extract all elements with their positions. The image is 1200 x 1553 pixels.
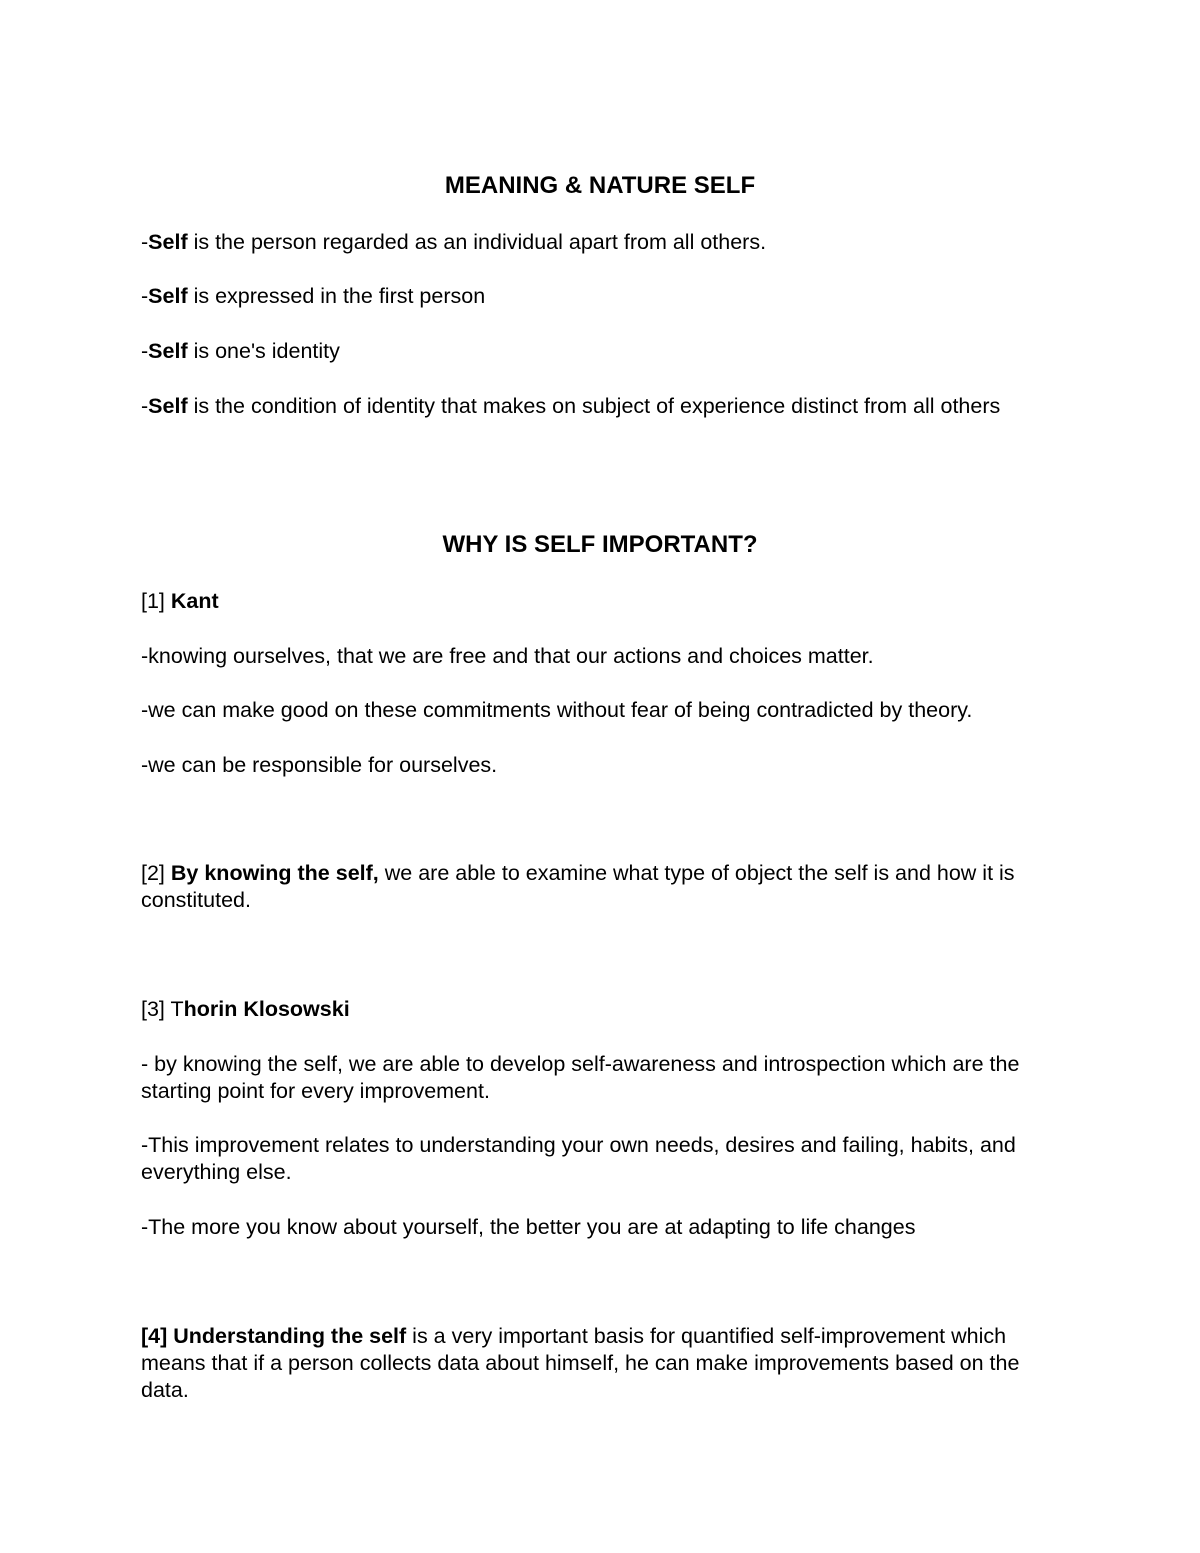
item-1-point-1: -knowing ourselves, that we are free and that our actions and choices matter. [141, 644, 874, 668]
definition-line-3: -Self is one's identity [141, 339, 340, 363]
item-1-heading: [1] Kant [141, 589, 219, 613]
item-2-paragraph: [2] By knowing the self, we are able to examine what type of object the self is and how it is constituted. [141, 861, 1015, 912]
item-3-point-2: -This improvement relates to understanding your own needs, desires and failing, habits, and everything else. [141, 1133, 1016, 1184]
item-1-point-3: -we can be responsible for ourselves. [141, 753, 498, 777]
item-1-point-2: -we can make good on these commitments without fear of being contradicted by theory. [141, 698, 973, 722]
section-title-why-important: WHY IS SELF IMPORTANT? [442, 531, 758, 558]
item-3-point-1: - by knowing the self, we are able to develop self-awareness and introspection which are the starting point for every improvement. [141, 1052, 1020, 1103]
item-3-heading: [3] Thorin Klosowski [141, 997, 350, 1021]
section-title-meaning-nature: MEANING & NATURE SELF [444, 172, 756, 199]
item-3-point-3: -The more you know about yourself, the better you are at adapting to life changes [141, 1215, 916, 1239]
item-4-paragraph: [4] Understanding the self is a very important basis for quantified self-improvement which means that if a person collects data about himself, he can make improvements based on the data. [141, 1324, 1020, 1402]
definition-line-1: -Self is the person regarded as an individual apart from all others. [141, 230, 767, 254]
definition-line-2: -Self is expressed in the first person [141, 284, 486, 308]
definition-line-4: -Self is the condition of identity that makes on subject of experience distinct from all others [141, 394, 1001, 418]
